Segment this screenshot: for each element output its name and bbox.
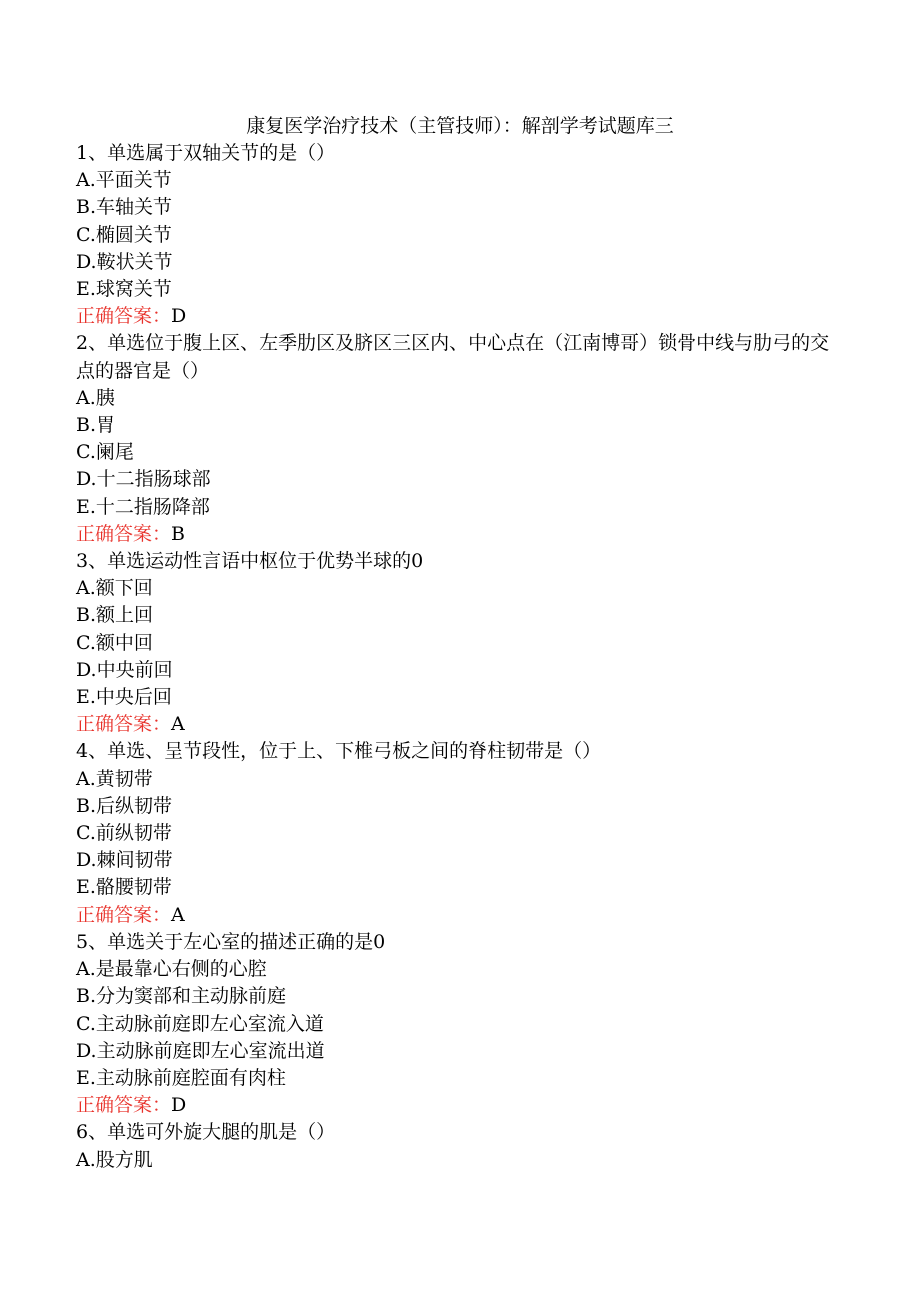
question-option: A.是最靠心右侧的心腔 bbox=[76, 958, 267, 981]
question-option: E.十二指肠降部 bbox=[76, 495, 210, 518]
question-option: A.胰 bbox=[76, 386, 115, 409]
question-option: B.胃 bbox=[76, 414, 116, 437]
question-option: A.黄韧带 bbox=[76, 767, 153, 790]
question-option: E.主动脉前庭腔面有肉柱 bbox=[76, 1066, 286, 1089]
question-block bbox=[76, 1119, 836, 1173]
answer-value: D bbox=[171, 1094, 187, 1117]
answer-label: 正确答案： bbox=[76, 522, 172, 545]
question-block bbox=[76, 548, 836, 738]
correct-answer bbox=[76, 521, 836, 548]
question-option: B.分为窦部和主动脉前庭 bbox=[76, 985, 287, 1008]
answer-label: 正确答案： bbox=[76, 305, 172, 328]
answer-value: D bbox=[171, 305, 187, 328]
question-block bbox=[76, 929, 836, 1119]
correct-answer bbox=[76, 902, 836, 929]
question-option: E.中央后回 bbox=[76, 686, 172, 709]
correct-answer bbox=[76, 303, 836, 330]
answer-label: 正确答案： bbox=[76, 903, 172, 926]
question-option: E.球窝关节 bbox=[76, 278, 172, 301]
question-option: A.平面关节 bbox=[76, 169, 172, 192]
question-option: C.前纵韧带 bbox=[76, 822, 172, 845]
answer-label: 正确答案： bbox=[76, 1094, 172, 1117]
question-list bbox=[76, 140, 836, 1174]
question-option: D.十二指肠球部 bbox=[76, 468, 211, 491]
question-stem: 2、单选位于腹上区、左季肋区及脐区三区内、中心点在（江南博哥）锁骨中线与肋弓的交点的器官是（） bbox=[76, 332, 830, 382]
question-block bbox=[76, 330, 836, 548]
question-option: D.主动脉前庭即左心室流出道 bbox=[76, 1039, 325, 1062]
question-stem: 4、单选、呈节段性，位于上、下椎弓板之间的脊柱韧带是（） bbox=[76, 740, 602, 763]
question-option: C.阑尾 bbox=[76, 441, 134, 464]
answer-value: A bbox=[171, 903, 185, 926]
question-option: B.后纵韧带 bbox=[76, 794, 173, 817]
answer-label: 正确答案： bbox=[76, 713, 172, 736]
document-title: 康复医学治疗技术（主管技师）：解剖学考试题库三 bbox=[246, 115, 674, 137]
question-option: C.额中回 bbox=[76, 631, 153, 654]
question-stem: 3、单选运动性言语中枢位于优势半球的0 bbox=[76, 550, 424, 573]
question-stem: 5、单选关于左心室的描述正确的是0 bbox=[76, 930, 386, 953]
answer-value: B bbox=[171, 522, 185, 545]
correct-answer bbox=[76, 711, 836, 738]
question-option: C.主动脉前庭即左心室流入道 bbox=[76, 1012, 324, 1035]
question-option: D.中央前回 bbox=[76, 658, 173, 681]
answer-value: A bbox=[171, 713, 185, 736]
question-stem: 1、单选属于双轴关节的是（） bbox=[76, 142, 336, 164]
question-option: B.车轴关节 bbox=[76, 196, 173, 219]
correct-answer bbox=[76, 1092, 836, 1119]
question-option: C.椭圆关节 bbox=[76, 223, 172, 246]
question-option: A.额下回 bbox=[76, 577, 153, 600]
question-option: E.骼腰韧带 bbox=[76, 876, 172, 899]
question-option: A.股方肌 bbox=[76, 1148, 153, 1171]
question-option: D.棘间韧带 bbox=[76, 849, 173, 872]
question-stem: 6、单选可外旋大腿的肌是（） bbox=[76, 1121, 336, 1144]
question-block bbox=[76, 140, 836, 330]
question-block bbox=[76, 738, 836, 928]
question-option: B.额上回 bbox=[76, 604, 154, 627]
question-option: D.鞍状关节 bbox=[76, 250, 173, 273]
